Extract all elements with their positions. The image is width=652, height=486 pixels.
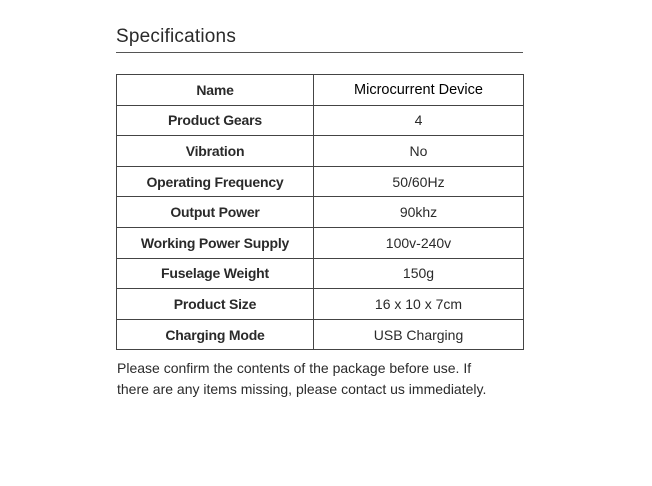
spec-value: No [314, 136, 524, 167]
spec-row-working-power-supply [117, 227, 524, 258]
spec-label: Working Power Supply [117, 227, 314, 258]
spec-value: USB Charging [314, 319, 524, 350]
spec-label: Charging Mode [117, 319, 314, 350]
spec-row-vibration [117, 136, 524, 167]
spec-label: Operating Frequency [117, 166, 314, 197]
spec-value: 16 x 10 x 7cm [314, 289, 524, 320]
spec-row-product-gears [117, 105, 524, 136]
spec-label: Product Gears [117, 105, 314, 136]
spec-label: Vibration [117, 136, 314, 167]
spec-value: 50/60Hz [314, 166, 524, 197]
spec-label: Output Power [117, 197, 314, 228]
spec-row-charging-mode [117, 319, 524, 350]
section-title: Specifications [116, 26, 237, 47]
package-note-line-1: Please confirm the contents of the package before use. If [117, 360, 472, 376]
package-note [117, 358, 537, 400]
spec-value: 90khz [314, 197, 524, 228]
package-note-line-2: there are any items missing, please contact us immediately. [117, 381, 487, 397]
spec-row-operating-frequency [117, 166, 524, 197]
spec-row-output-power [117, 197, 524, 228]
title-divider [116, 52, 523, 53]
spec-label: Fuselage Weight [117, 258, 314, 289]
spec-row-product-size [117, 289, 524, 320]
spec-row-name [117, 75, 524, 106]
spec-value: 150g [314, 258, 524, 289]
spec-value: 4 [314, 105, 524, 136]
spec-row-fuselage-weight [117, 258, 524, 289]
spec-value: 100v-240v [314, 227, 524, 258]
spec-value: Microcurrent Device [314, 75, 524, 106]
specifications-table [116, 74, 524, 350]
spec-label: Name [117, 75, 314, 106]
spec-label: Product Size [117, 289, 314, 320]
